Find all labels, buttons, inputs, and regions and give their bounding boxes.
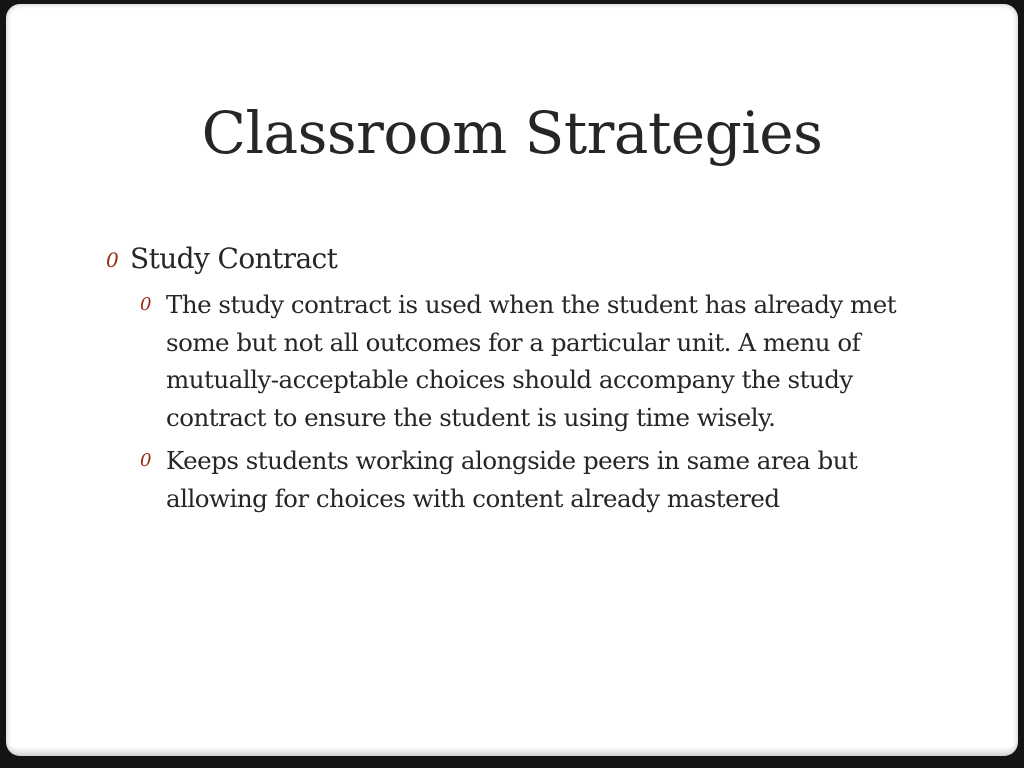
slide-content (102, 240, 932, 517)
bullet-marker-icon: 0 (140, 294, 151, 315)
slide (6, 4, 1018, 756)
sub-bullet-item (140, 442, 932, 517)
bullet-marker-icon: 0 (106, 248, 119, 272)
bullet-item (102, 240, 932, 278)
slide-bottom-shade (6, 746, 1018, 756)
sub-bullet-item (140, 286, 932, 436)
sub-bullet-text: Keeps students working alongside peers in same area but allowing for choices with content already mastered (166, 446, 858, 513)
bullet-marker-icon: 0 (140, 450, 151, 471)
bullet-text: Study Contract (130, 242, 338, 275)
slide-title: Classroom Strategies (201, 99, 823, 167)
sub-bullet-text: The study contract is used when the student has already met some but not all outcomes for a particular unit. A menu of mutually-acceptable choices should accompany the study contract to ensure the student is using time wisely. (166, 290, 897, 432)
